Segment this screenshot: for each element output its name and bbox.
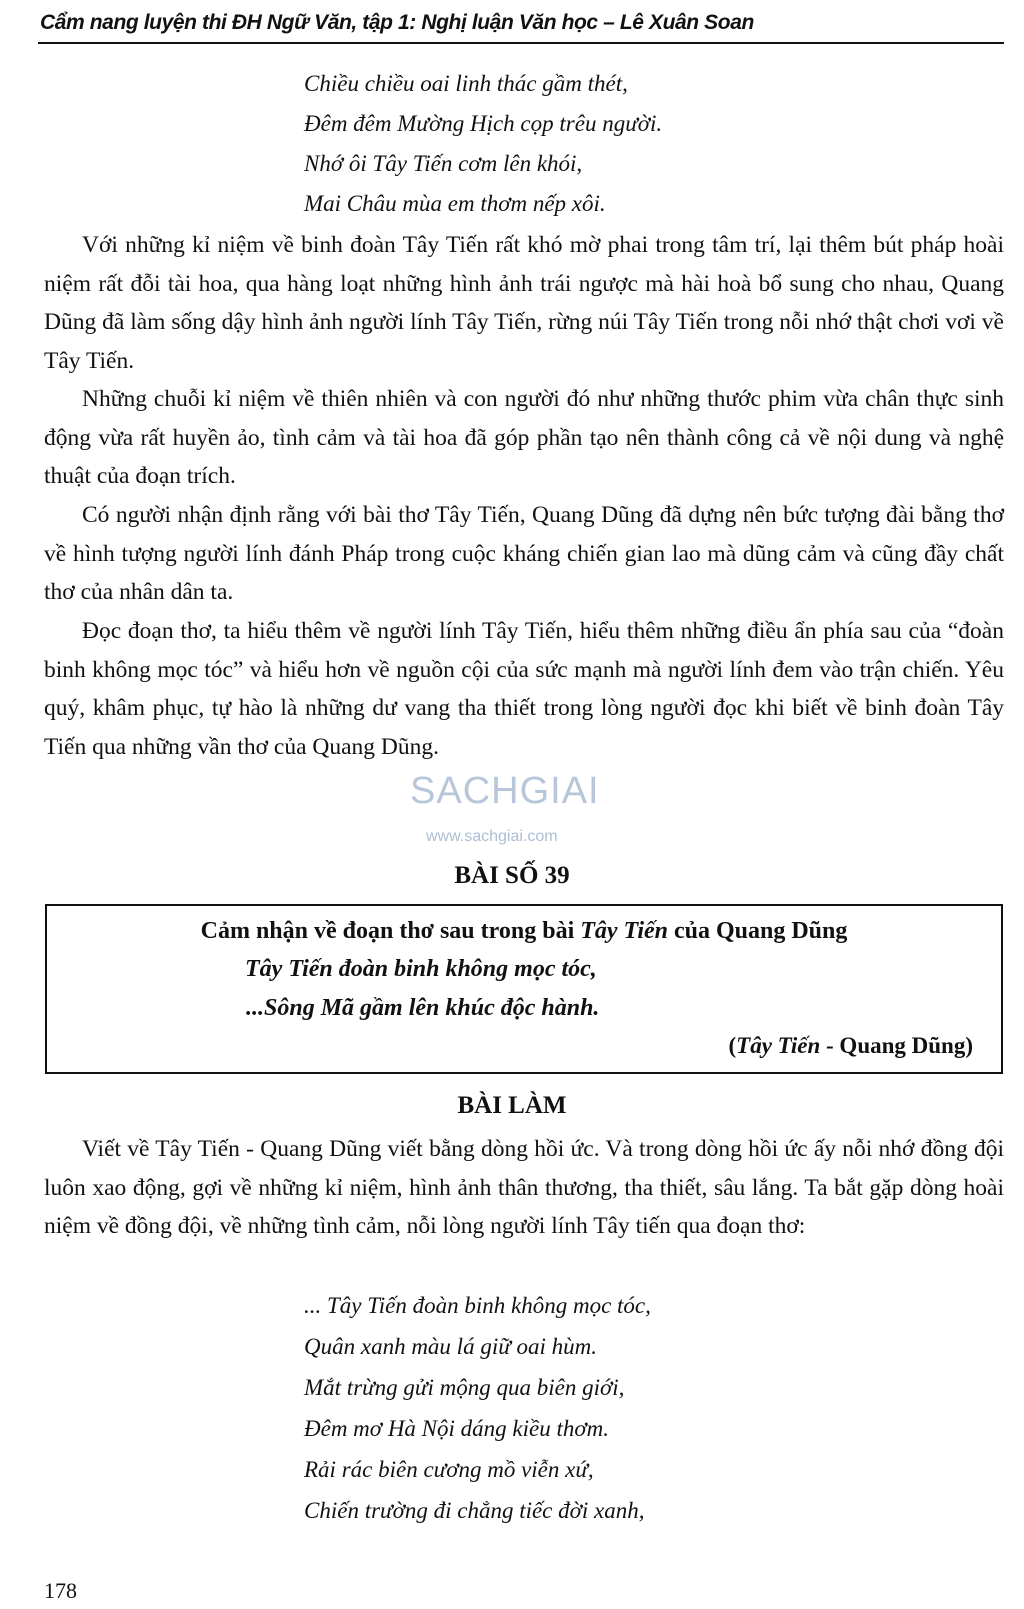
source-rest: - Quang Dũng)	[820, 1033, 973, 1058]
poem-line: Quân xanh màu lá giữ oai hùm.	[304, 1334, 598, 1359]
poem-line: Nhớ ôi Tây Tiến cơm lên khói,	[304, 151, 583, 176]
poem-line: ... Tây Tiến đoàn binh không mọc tóc,	[304, 1293, 651, 1318]
answer-heading: BÀI LÀM	[457, 1092, 567, 1119]
running-header	[38, 8, 1004, 44]
watermark	[410, 770, 610, 850]
page-number: 178	[44, 1578, 77, 1603]
exercise-prompt	[47, 918, 1001, 945]
watermark-logo: SACHGIAI	[410, 770, 600, 812]
answer-paragraph: Viết về Tây Tiến - Quang Dũng viết bằng dòng hồi ức. Và trong dòng hồi ức ấy nỗi nhớ đồng đội luôn xao động, gợi về những kỉ niệm, hình ảnh thân thương, tha thiết, sâu lắng. Ta bắt gặp dòng hoài niệm về đồng đội, về những tình cảm, nỗi lòng người lính Tây tiến qua đoạn thơ:	[44, 1136, 1004, 1239]
body-paragraph: Với những kỉ niệm về binh đoàn Tây Tiến rất khó mờ phai trong tâm trí, lại thêm bút pháp hoài niệm rất đỗi tài hoa, qua hàng loạt những hình ảnh trái ngược mà hài hoà bổ sung cho nhau, Quang Dũng đã làm sống dậy hình ảnh người lính Tây Tiến, rừng núi Tây Tiến trong nỗi nhớ thật chơi vơi về Tây Tiến.	[44, 232, 1004, 374]
quoted-line: ...Sông Mã gầm lên khúc độc hành.	[246, 995, 600, 1021]
body-paragraph: Có người nhận định rằng với bài thơ Tây Tiến, Quang Dũng đã dựng nên bức tượng đài bằng thơ về hình tượng người lính đánh Pháp trong cuộc kháng chiến gian lao mà dũng cảm và cũng đầy chất thơ của nhân dân ta.	[44, 502, 1004, 605]
body-paragraph: Những chuỗi kỉ niệm về thiên nhiên và con người đó như những thước phim vừa chân thực sinh động vừa rất huyền ảo, tình cảm và tài hoa đã góp phần tạo nên thành công cả về nội dung và nghệ thuật của đoạn trích.	[44, 386, 1004, 489]
poem-line: Đêm đêm Mường Hịch cọp trêu người.	[304, 111, 663, 136]
exercise-heading: BÀI SỐ 39	[454, 862, 570, 889]
poem-line: Chiều chiều oai linh thác gầm thét,	[304, 71, 628, 96]
exercise-prompt-box	[45, 904, 1003, 1074]
body-paragraph: Đọc đoạn thơ, ta hiểu thêm về người lính Tây Tiến, hiểu thêm những điều ẩn phía sau của “đoàn binh không mọc tóc” và hiểu hơn về nguồn cội của sức mạnh mà người lính đem vào trận chiến. Yêu quý, khâm phục, tự hào là những dư vang tha thiết trong lòng người đọc khi biết về binh đoàn Tây Tiến qua những vần thơ của Quang Dũng.	[44, 618, 1004, 760]
prompt-title: Tây Tiến	[580, 918, 668, 944]
source-open: (	[728, 1033, 737, 1058]
poem-line: Rải rác biên cương mồ viễn xứ,	[304, 1457, 594, 1482]
prompt-prefix: Cảm nhận về đoạn thơ sau trong bài	[200, 918, 581, 944]
source-title: Tây Tiến	[736, 1033, 821, 1058]
prompt-suffix: của Quang Dũng	[667, 918, 848, 944]
header-title: Cẩm nang luyện thi ĐH Ngữ Văn, tập 1: Nghị luận Văn học – Lê Xuân Soan	[40, 11, 754, 34]
poem-line: Mắt trừng gửi mộng qua biên giới,	[304, 1375, 625, 1400]
watermark-url: www.sachgiai.com	[426, 828, 558, 845]
poem-line: Mai Châu mùa em thơm nếp xôi.	[304, 191, 606, 216]
quoted-line: Tây Tiến đoàn binh không mọc tóc,	[245, 956, 597, 982]
poem-line: Chiến trường đi chẳng tiếc đời xanh,	[304, 1498, 645, 1523]
poem-source	[729, 1033, 974, 1059]
poem-line: Đêm mơ Hà Nội dáng kiều thơm.	[304, 1416, 609, 1441]
